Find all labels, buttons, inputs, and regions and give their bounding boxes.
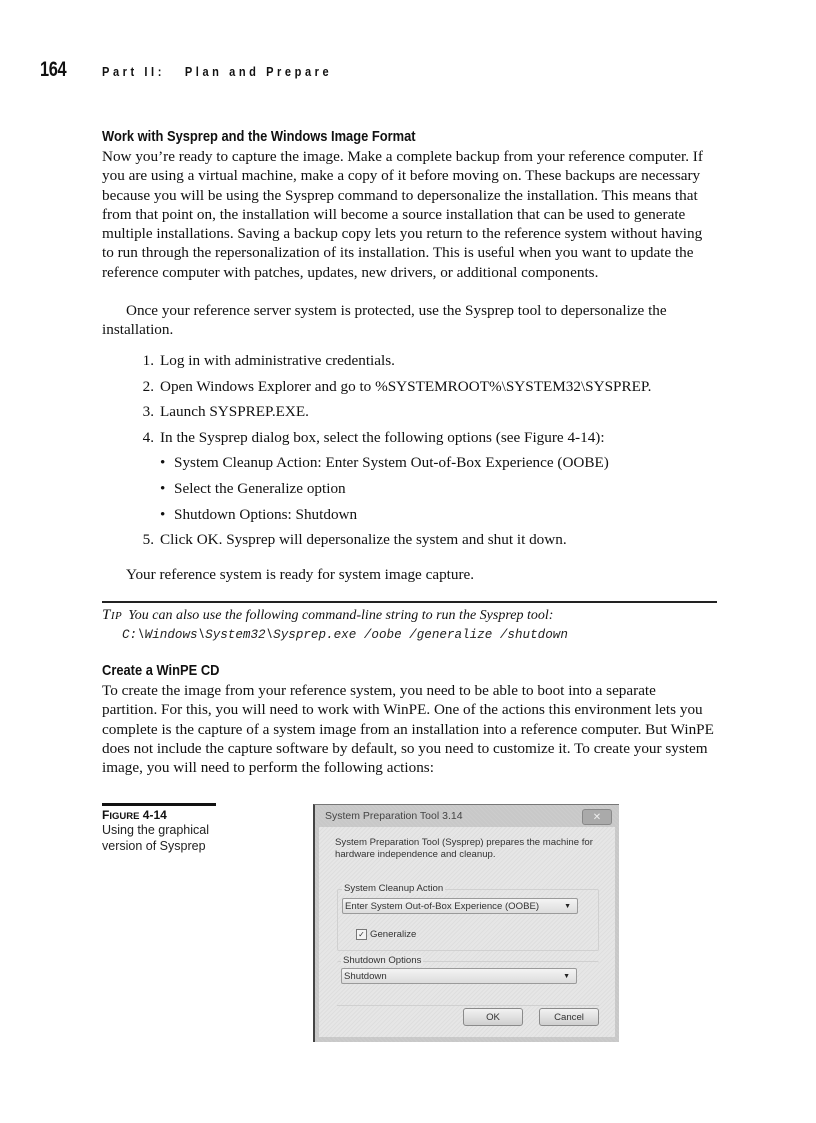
step-text: Log in with administrative credentials. — [160, 352, 395, 369]
section-heading-sysprep: Work with Sysprep and the Windows Image Format — [102, 128, 416, 145]
paragraph-backup: Now you’re ready to capture the image. Make a complete backup from your reference computer. If you are using a virtual machine, make a copy of it before moving on. These backups are necessary because you will be using the Sysprep command to depersonalize the installation. This means that from that point on, the installation will become a source installation that can be used to generate multiple installations. Saving a backup copy lets you return to the reference system without having to run through the repersonalization of its installation. This is useful when you want to update the reference computer with patches, updates, new drivers, or additional components. — [102, 148, 703, 281]
shutdown-options-value: Shutdown — [344, 970, 387, 982]
step-item — [136, 352, 716, 378]
step-item — [136, 378, 716, 404]
chevron-down-icon: ▼ — [563, 972, 570, 980]
step-item — [136, 403, 716, 429]
cleanup-action-dropdown[interactable] — [342, 898, 578, 914]
figure-number: 4-14 — [142, 808, 167, 822]
step-text: Click OK. Sysprep will depersonalize the system and shut it down. — [160, 531, 567, 549]
shutdown-options-label: Shutdown Options — [343, 955, 422, 966]
sysprep-dialog — [313, 804, 619, 1042]
close-icon: ✕ — [592, 811, 602, 823]
shutdown-options-dropdown[interactable] — [341, 968, 577, 984]
dialog-titlebar — [315, 805, 619, 827]
bullet-item — [136, 454, 716, 480]
paragraph-winpe: To create the image from your reference system, you need to be able to boot into a separate partition. For this, you will need to work with WinPE. One of the actions this environment lets you complete is the capture of a system image from an installation into a reference computer. But WinPE does not include the capture software by default, so you need to customize it. To create your system image, you will need to perform the following actions: — [102, 682, 714, 777]
figure-rule — [102, 803, 216, 806]
generalize-checkbox[interactable]: ✓ — [356, 929, 367, 940]
bullet-icon: • — [160, 505, 166, 523]
page-number: 164 — [40, 58, 67, 81]
bullet-text: Shutdown Options: Shutdown — [174, 505, 358, 523]
paragraph-depersonalize: Once your reference server system is protected, use the Sysprep tool to depersonalize the installation. — [102, 302, 667, 339]
step-number: 3. — [142, 403, 154, 421]
step-number: 1. — [142, 352, 154, 369]
cleanup-action-value: Enter System Out-of-Box Experience (OOBE) — [345, 900, 540, 912]
bullet-item — [136, 480, 716, 506]
bullet-icon: • — [160, 454, 166, 472]
step-text: In the Sysprep dialog box, select the following options (see Figure 4-14): — [160, 428, 605, 446]
tip-command: C:\Windows\System32\Sysprep.exe /oobe /generalize /shutdown — [122, 628, 568, 642]
generalize-label: Generalize — [370, 929, 417, 940]
closing-sentence: Your reference system is ready for system image capture. — [126, 566, 475, 583]
cancel-button[interactable]: Cancel — [539, 1008, 599, 1026]
tip-label-rest: IP — [110, 610, 123, 622]
tip-box — [102, 607, 553, 624]
running-head — [40, 58, 373, 82]
chevron-down-icon: ▼ — [564, 902, 571, 910]
step-item — [136, 429, 716, 455]
step-number: 4. — [142, 428, 154, 446]
shutdown-options-group — [337, 955, 599, 994]
figure-caption: Using the graphical version of Sysprep — [102, 823, 210, 853]
part-title: Part II: Plan and Prepare — [102, 64, 333, 79]
figure-label-rest: IGURE — [109, 811, 140, 822]
generalize-checkbox-row[interactable] — [356, 929, 416, 940]
step-item — [136, 531, 716, 557]
bullet-icon: • — [160, 479, 166, 497]
dialog-description: System Preparation Tool (Sysprep) prepares the machine for hardware independence and cleanup. — [335, 837, 593, 860]
close-button[interactable] — [582, 809, 612, 825]
tip-label-initial: T — [102, 607, 111, 623]
bullet-item — [136, 506, 716, 532]
tip-divider — [102, 601, 717, 603]
ok-button[interactable]: OK — [463, 1008, 523, 1026]
bullet-text: System Cleanup Action: Enter System Out-of-Box Experience (OOBE) — [174, 454, 609, 472]
step-text: Launch SYSPREP.EXE. — [160, 403, 309, 421]
figure-label — [102, 808, 167, 822]
step-number: 2. — [142, 377, 154, 395]
tip-text: You can also use the following command-line string to run the Sysprep tool: — [128, 608, 554, 623]
section-heading-winpe: Create a WinPE CD — [102, 662, 220, 679]
dialog-body — [319, 827, 615, 1037]
cleanup-action-group — [337, 883, 599, 951]
figure-label-initial: F — [102, 808, 110, 822]
dialog-separator — [337, 1005, 599, 1006]
bullet-text: Select the Generalize option — [174, 479, 346, 497]
dialog-title: System Preparation Tool 3.14 — [325, 810, 463, 822]
tip-label — [102, 607, 122, 623]
step-text: Open Windows Explorer and go to %SYSTEMROOT%\SYSTEM32\SYSPREP. — [160, 377, 652, 395]
cleanup-action-label: System Cleanup Action — [344, 883, 444, 894]
step-number: 5. — [142, 531, 154, 549]
steps-list — [136, 352, 716, 557]
